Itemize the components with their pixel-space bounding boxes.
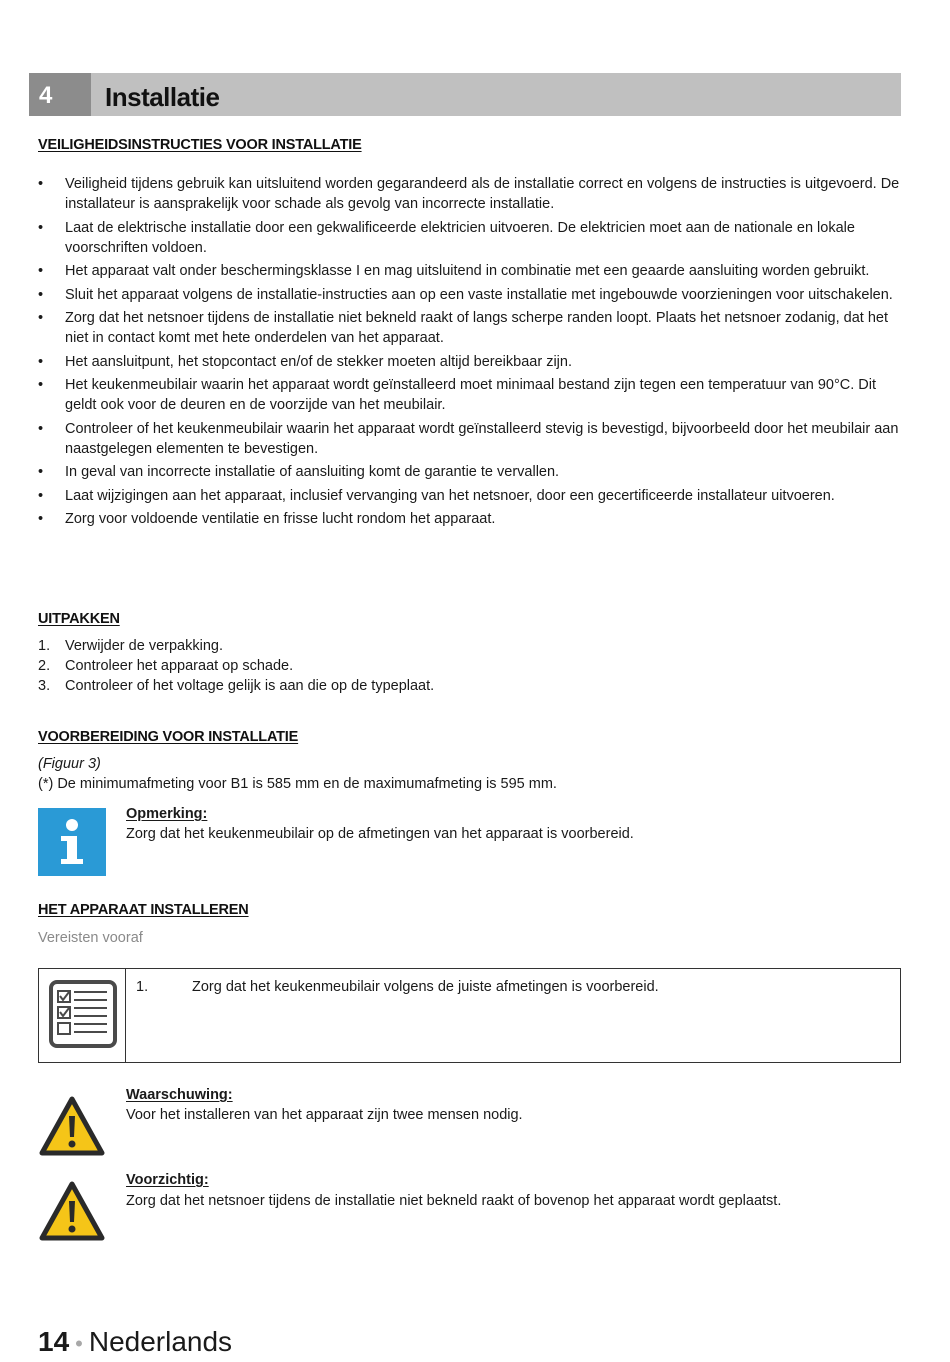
bullet-icon: •: [38, 464, 44, 480]
list-item: • Laat wijzigingen aan het apparaat, inclusief vervanging van het netsnoer, door een gecertificeerde installateur uitvoeren.: [38, 487, 835, 504]
list-item: • Zorg voor voldoende ventilatie en frisse lucht rondom het apparaat.: [38, 511, 496, 527]
bullet-icon: •: [38, 286, 44, 303]
list-item: 3. Controleer of het voltage gelijk is aan die op de typeplaat.: [38, 678, 435, 694]
list-item: • Sluit het apparaat volgens de installatie-instructies aan op een vaste installatie met ingebouwde voorzieningen voor uitschakelen.: [38, 286, 893, 303]
bullet-icon: •: [38, 487, 44, 504]
prerequisite-table: [38, 968, 901, 1063]
unpack-steps: [38, 636, 898, 696]
list-item: • Het aansluitpunt, het stopcontact en/of de stekker moeten altijd bereikbaar zijn.: [38, 353, 572, 370]
list-item: • Het apparaat valt onder beschermingsklasse I en mag uitsluitend in combinatie met een geaarde aansluiting worden gebruikt.: [38, 263, 870, 279]
bullet-icon: •: [38, 511, 44, 527]
warning-text: Voor het installeren van het apparaat zijn twee mensen nodig.: [126, 1107, 523, 1123]
note-text: Zorg dat het keukenmeubilair op de afmetingen van het apparaat is voorbereid.: [126, 826, 634, 842]
info-icon: [38, 808, 106, 876]
bullet-icon: •: [38, 310, 44, 326]
list-item: • Het keukenmeubilair waarin het apparaat wordt geïnstalleerd moet minimaal bestand zijn tegen een temperatuur van 90°C. Dit geldt ook voor de deuren en de voorzijde van het meubilair.: [38, 377, 876, 413]
safety-list: [38, 174, 904, 533]
bullet-icon: •: [38, 377, 44, 393]
bullet-icon: •: [38, 353, 44, 370]
list-item: • Controleer of het keukenmeubilair waarin het apparaat wordt geïnstalleerd stevig is bevestigd, bijvoorbeeld door het meubilair aan naastgelegen elementen te bevestigen.: [38, 420, 899, 457]
prereq-text: Zorg dat het keukenmeubilair volgens de juiste afmetingen is voorbereid.: [192, 979, 659, 995]
caution-icon: [39, 1181, 105, 1241]
install-heading: HET APPARAAT INSTALLEREN: [38, 902, 249, 918]
list-item: 2. Controleer het apparaat op schade.: [38, 658, 294, 674]
prep-heading: VOORBEREIDING VOOR INSTALLATIE: [38, 729, 299, 745]
footer-separator: •: [75, 1331, 83, 1356]
unpack-heading: UITPAKKEN: [38, 611, 120, 627]
page-footer: [38, 1324, 232, 1362]
warning-title: Waarschuwing:: [126, 1087, 233, 1103]
bullet-icon: •: [38, 263, 44, 279]
bullet-icon: •: [38, 219, 44, 236]
list-item: • Laat de elektrische installatie door een gekwalificeerde elektricien uitvoeren. De elektricien moet aan de nationale en lokale voorschriften voldoen.: [38, 219, 855, 256]
bullet-icon: •: [38, 176, 44, 192]
figure-reference: (Figuur 3): [38, 756, 101, 772]
page-number: 14: [38, 1326, 70, 1357]
safety-heading: VEILIGHEIDSINSTRUCTIES VOOR INSTALLATIE: [38, 137, 362, 153]
bullet-icon: •: [38, 420, 44, 437]
checklist-icon: [49, 980, 117, 1048]
caution-text: Zorg dat het netsnoer tijdens de installatie niet bekneld raakt of bovenop het apparaat wordt geplaatst.: [126, 1193, 782, 1209]
chapter-number: 4: [29, 73, 91, 116]
caution-title: Voorzichtig:: [126, 1172, 209, 1188]
prereq-number: 1.: [136, 979, 149, 995]
chapter-title: Installatie: [105, 82, 220, 112]
list-item: • In geval van incorrecte installatie of aansluiting komt de garantie te vervallen.: [38, 464, 560, 480]
note-title: Opmerking:: [126, 806, 208, 822]
footer-language: Nederlands: [88, 1326, 233, 1357]
prereq-label: Vereisten vooraf: [38, 930, 143, 946]
chapter-header: [29, 73, 901, 116]
list-item: 1. Verwijder de verpakking.: [38, 638, 223, 654]
measurement-note: (*) De minimumafmeting voor B1 is 585 mm en de maximumafmeting is 595 mm.: [38, 776, 557, 792]
list-item: • Zorg dat het netsnoer tijdens de installatie niet bekneld raakt of langs scherpe randen loopt. Plaats het netsnoer zodanig, dat het niet in contact komt met hete onderdelen van het apparaat.: [38, 310, 889, 346]
list-item: • Veiligheid tijdens gebruik kan uitsluitend worden gegarandeerd als de installatie correct en volgens de instructies is uitgevoerd. De installateur is aansprakelijk voor schade als gevolg van incorrecte installatie.: [38, 176, 900, 212]
warning-icon: [39, 1096, 105, 1156]
checklist-cell: [39, 969, 126, 1062]
